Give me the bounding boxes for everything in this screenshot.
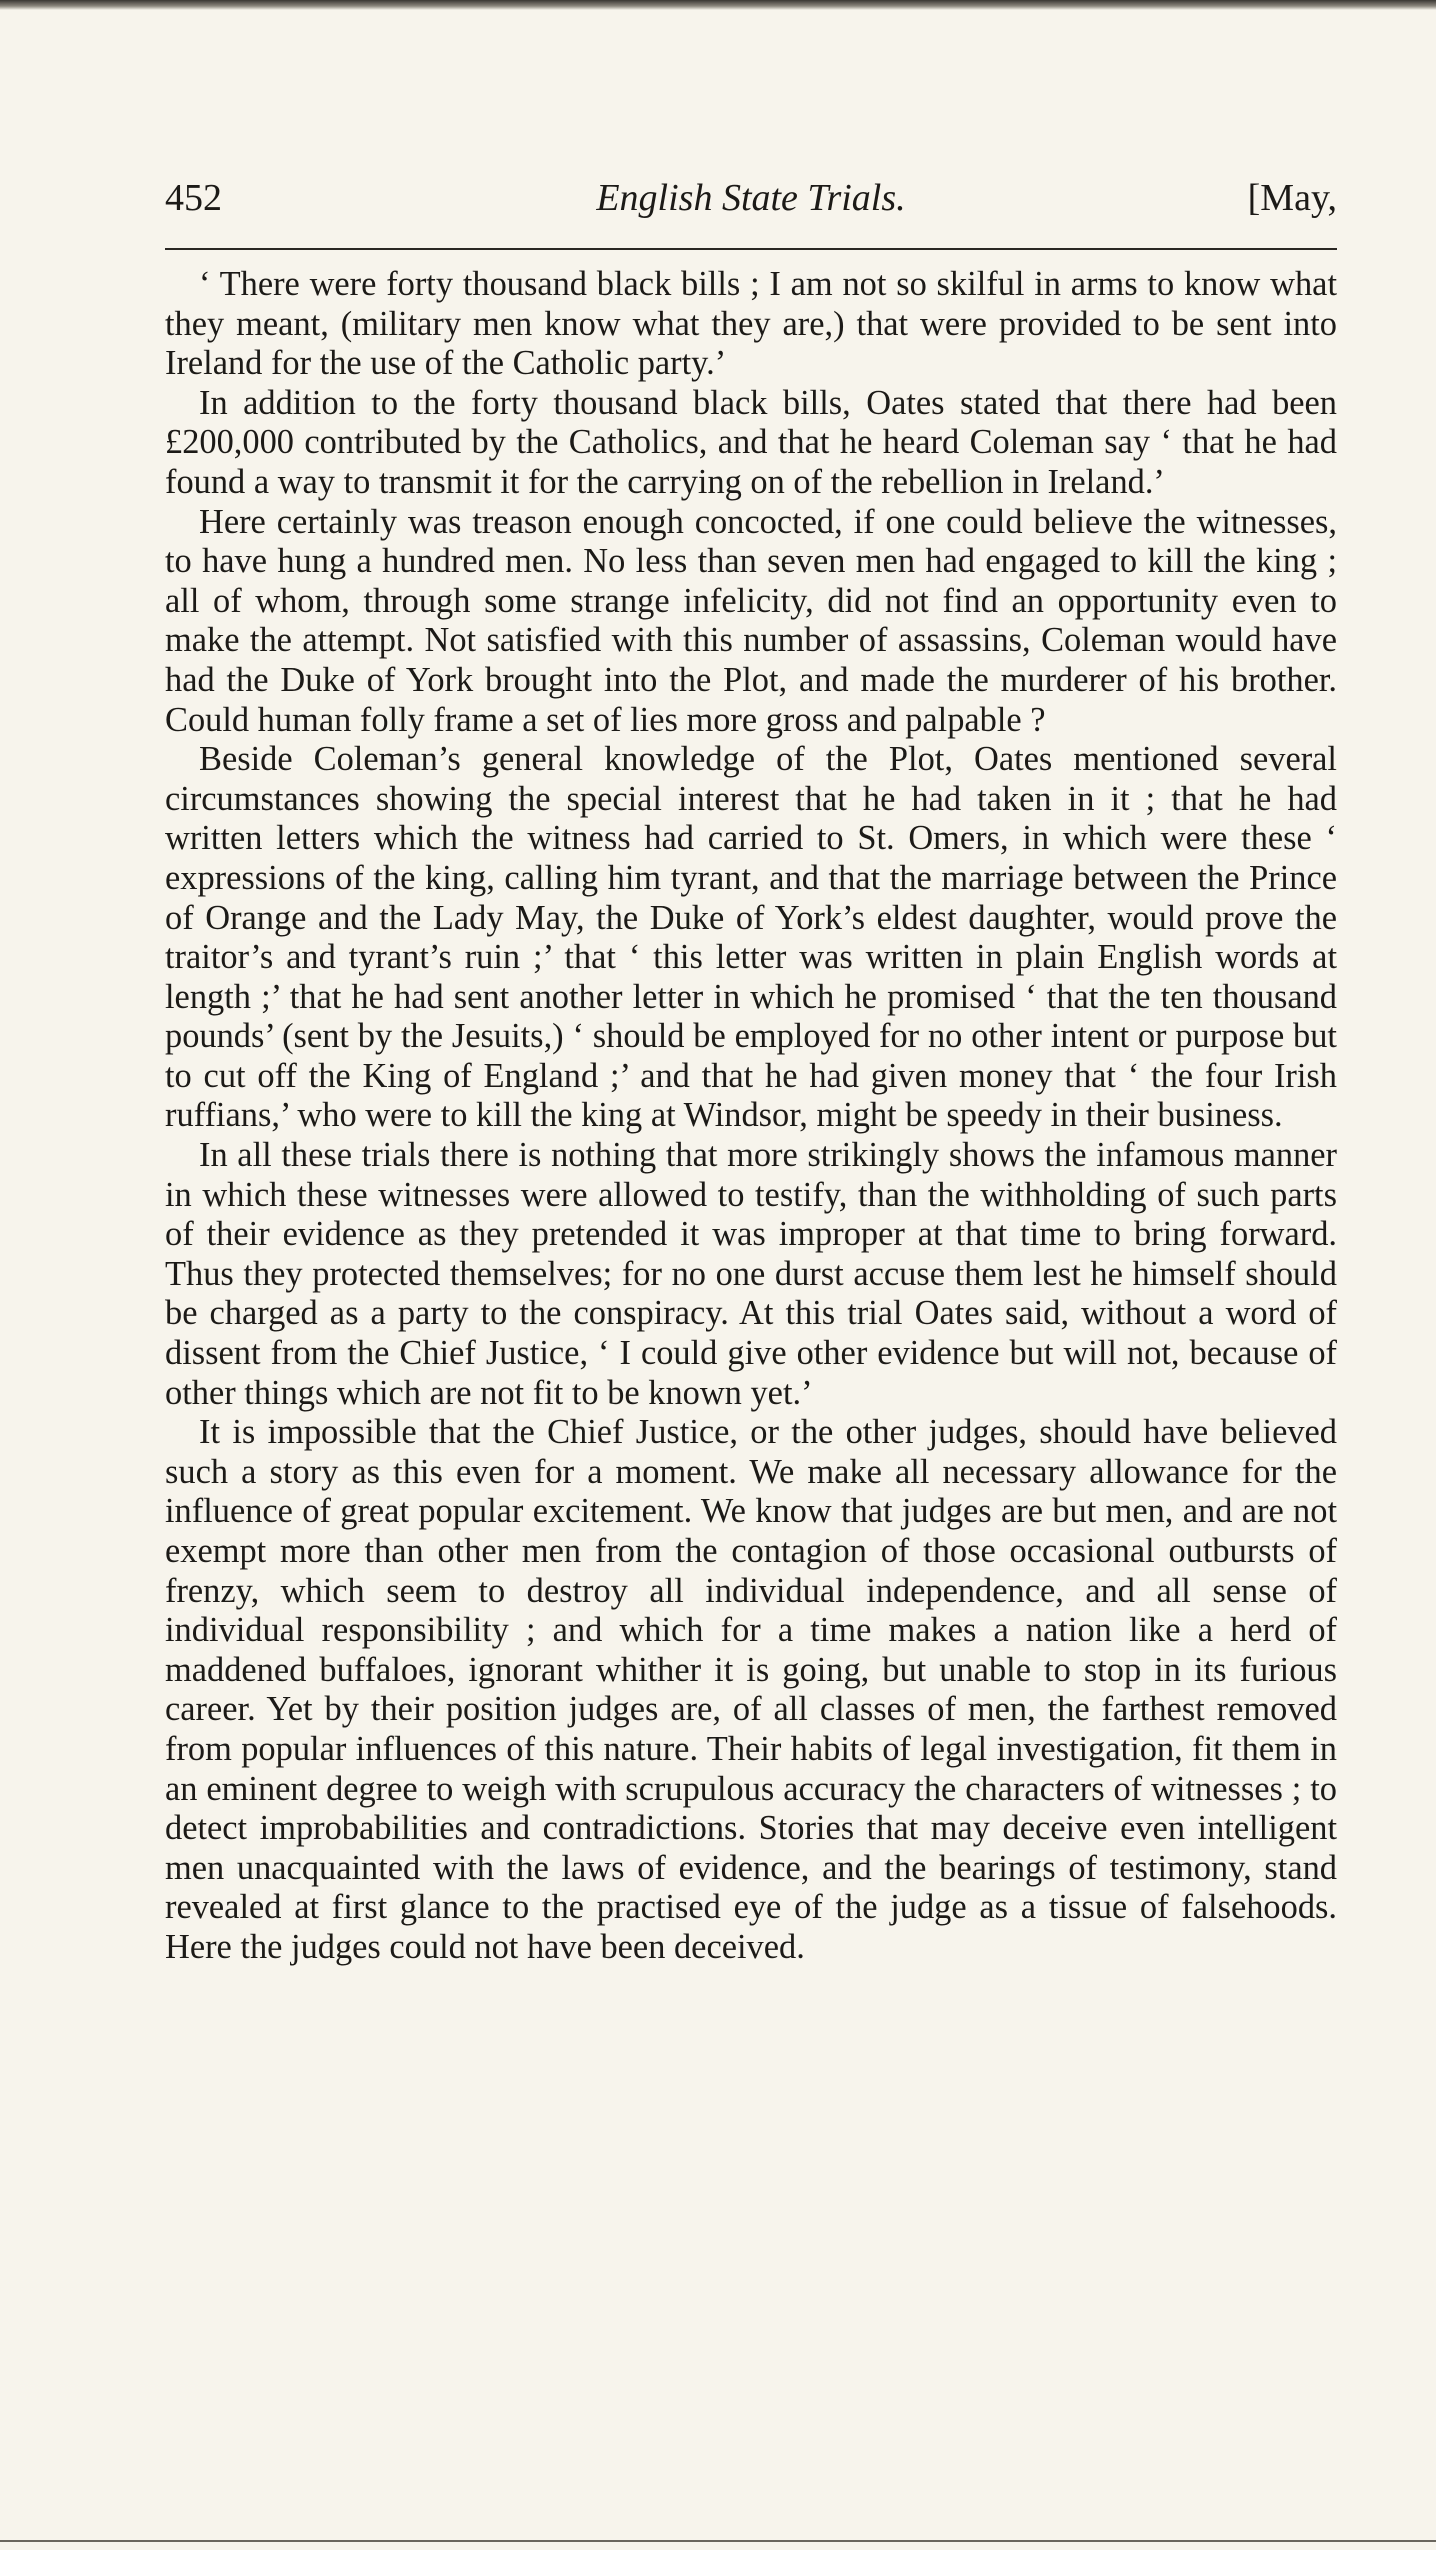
running-title: English State Trials. <box>596 177 906 219</box>
paragraph-4: Beside Coleman’s general knowledge of the Plot, Oates mentioned several circumstances showing the special interest that he had taken in it ; that he had written letters which the witness had carried to St. Omers, in which were these ‘ expressions of the king, calling him tyrant, and that the marriage between the Prince of Orange and the Lady May, the Duke of York’s eldest daughter, would prove the traitor’s and tyrant’s ruin ;’ that ‘ this letter was written in plain English words at length ;’ that he had sent another letter in which he promised ‘ that the ten thousand pounds’ (sent by the Jesuits,) ‘ should be employed for no other intent or purpose but to cut off the King of England ;’ and that he had given money that ‘ the four Irish ruffians,’ who were to kill the king at Windsor, might be speedy in their business. <box>165 740 1337 1135</box>
page-number: 452 <box>165 177 222 219</box>
page-header <box>165 172 1337 228</box>
page-bottom-edge <box>0 2540 1436 2542</box>
header-rule <box>165 248 1337 250</box>
body-text <box>165 265 1337 1968</box>
paragraph-6: It is impossible that the Chief Justice, or the other judges, should have believed such a story as this even for a moment. We make all necessary allowance for the influence of great popular excitement. We know that judges are but men, and are not exempt more than other men from the contagion of those occasional outbursts of frenzy, which seem to destroy all individual independence, and all sense of individual responsibility ; and which for a time makes a nation like a herd of maddened buffaloes, ignorant whither it is going, but unable to stop in its furious career. Yet by their position judges are, of all classes of men, the farthest removed from popular influences of this nature. Their habits of legal investigation, fit them in an eminent degree to weigh with scrupulous accuracy the characters of witnesses ; to detect improbabilities and contradictions. Stories that may deceive even intelligent men unacquainted with the laws of evidence, and the bearings of testimony, stand revealed at first glance to the practised eye of the judge as a tissue of falsehoods. Here the judges could not have been deceived. <box>165 1413 1337 1966</box>
running-month: [May, <box>1247 177 1337 219</box>
page-top-edge <box>0 0 1436 10</box>
paragraph-3: Here certainly was treason enough concocted, if one could believe the witnesses, to have hung a hundred men. No less than seven men had engaged to kill the king ; all of whom, through some strange infelicity, did not find an opportunity even to make the attempt. Not satisfied with this number of assassins, Coleman would have had the Duke of York brought into the Plot, and made the murderer of his brother. Could human folly frame a set of lies more gross and palpable ? <box>165 502 1337 739</box>
paragraph-1: ‘ There were forty thousand black bills ; I am not so skilful in arms to know what they meant, (military men know what they are,) that were provided to be sent into Ireland for the use of the Catholic party.’ <box>165 265 1337 383</box>
paragraph-5: In all these trials there is nothing that more strikingly shows the infamous manner in which these witnesses were allowed to testify, than the withholding of such parts of their evidence as they pretended it was improper at that time to bring forward. Thus they protected themselves; for no one durst accuse them lest he himself should be charged as a party to the conspiracy. At this trial Oates said, without a word of dissent from the Chief Justice, ‘ I could give other evidence but will not, because of other things which are not fit to be known yet.’ <box>165 1136 1337 1412</box>
paragraph-2: In addition to the forty thousand black bills, Oates stated that there had been £200,000 contributed by the Catholics, and that he heard Coleman say ‘ that he had found a way to transmit it for the carrying on of the rebellion in Ireland.’ <box>165 383 1337 501</box>
